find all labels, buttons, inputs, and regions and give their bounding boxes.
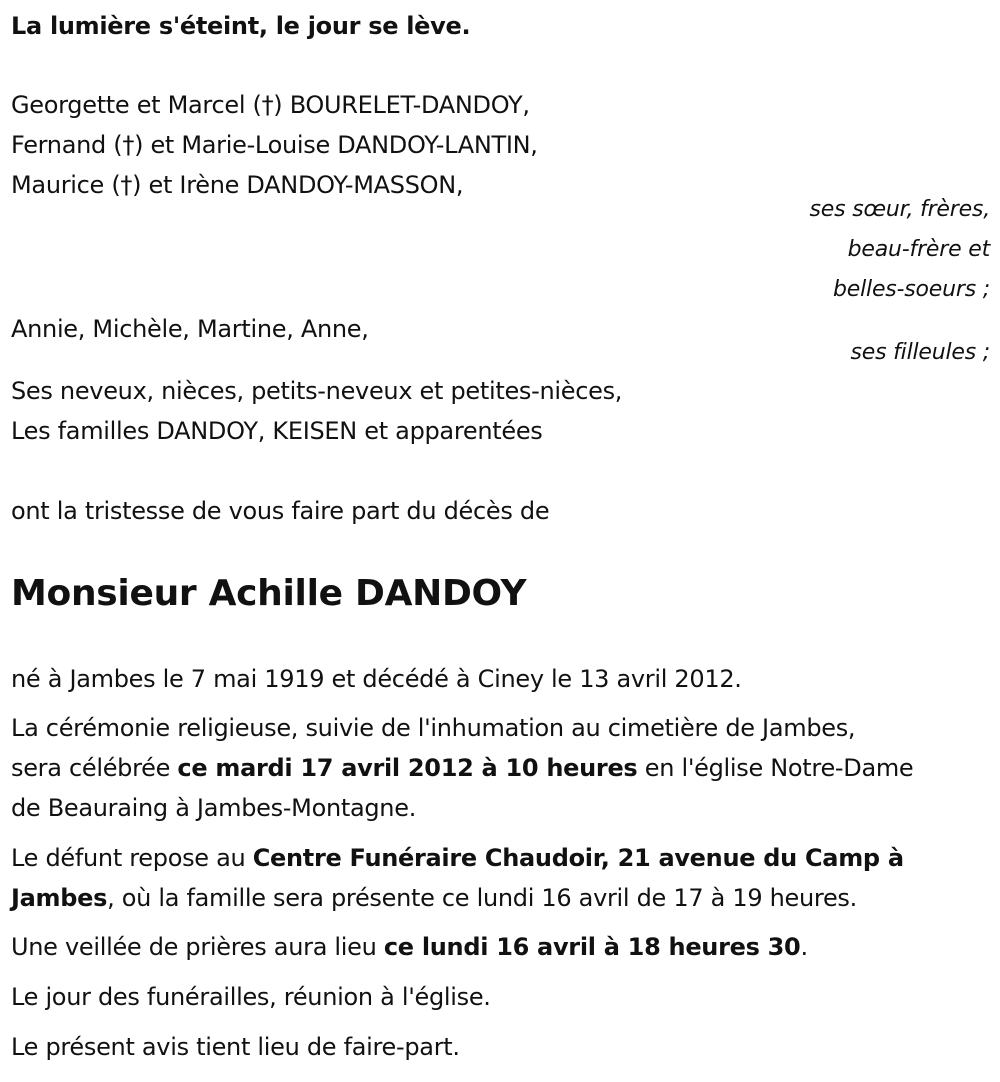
vigil-post: . (800, 933, 808, 961)
rest-line-2-post: , où la famille sera présente ce lundi 16 avril de 17 à 19 heures. (107, 884, 857, 912)
rest-line-1 (11, 843, 904, 873)
vigil-pre: Une veillée de prières aura lieu (11, 933, 384, 961)
family-line-2-pre: Fernand ( (11, 131, 123, 159)
ceremony-line-2-post: en l'église Notre-Dame (637, 754, 914, 782)
notice-line: Le présent avis tient lieu de faire-part. (11, 1033, 460, 1061)
rest-line-2 (11, 883, 857, 913)
families-line: Les familles DANDOY, KEISEN et apparentées (11, 417, 543, 445)
godchildren: Annie, Michèle, Martine, Anne, (11, 315, 369, 343)
cross-icon: † (120, 171, 133, 199)
family-line-3-pre: Maurice ( (11, 171, 121, 199)
family-line-1-pre: Georgette et Marcel ( (11, 91, 262, 119)
funeral-center: Centre Funéraire Chaudoir, 21 avenue du Camp à (252, 844, 904, 872)
relation-sisters-in-law: belles-soeurs ; (833, 277, 990, 302)
family-line-2-post: ) et Marie-Louise DANDOY-LANTIN, (134, 131, 538, 159)
relation-brother-in-law: beau-frère et (847, 237, 990, 262)
birth-death-line: né à Jambes le 7 mai 1919 et décédé à Ciney le 13 avril 2012. (11, 665, 742, 693)
ceremony-date: ce mardi 17 avril 2012 à 10 heures (177, 754, 638, 782)
epigraph: La lumière s'éteint, le jour se lève. (11, 12, 471, 40)
relation-siblings: ses sœur, frères, (809, 197, 990, 222)
family-line-1-post: ) BOURELET-DANDOY, (273, 91, 530, 119)
rest-line-1-pre: Le défunt repose au (11, 844, 253, 872)
family-line-1 (11, 90, 530, 120)
vigil-line (11, 932, 808, 962)
funeral-center-city: Jambes (11, 884, 108, 912)
ceremony-line-1: La cérémonie religieuse, suivie de l'inhumation au cimetière de Jambes, (11, 714, 856, 742)
ceremony-line-2 (11, 753, 913, 783)
deceased-name: Monsieur Achille DANDOY (11, 573, 527, 614)
ceremony-line-2-pre: sera célébrée (11, 754, 178, 782)
relation-godchildren: ses filleules ; (850, 340, 990, 365)
cross-icon: † (261, 91, 274, 119)
family-line-2 (11, 130, 538, 160)
ceremony-line-3: de Beauraing à Jambes-Montagne. (11, 794, 417, 822)
family-line-3-post: ) et Irène DANDOY-MASSON, (132, 171, 464, 199)
announcement-intro: ont la tristesse de vous faire part du décès de (11, 497, 550, 525)
vigil-date: ce lundi 16 avril à 18 heures 30 (383, 933, 801, 961)
nephews-line: Ses neveux, nièces, petits-neveux et petites-nièces, (11, 377, 623, 405)
meeting-line: Le jour des funérailles, réunion à l'église. (11, 983, 491, 1011)
family-line-3 (11, 170, 463, 200)
cross-icon: † (122, 131, 135, 159)
